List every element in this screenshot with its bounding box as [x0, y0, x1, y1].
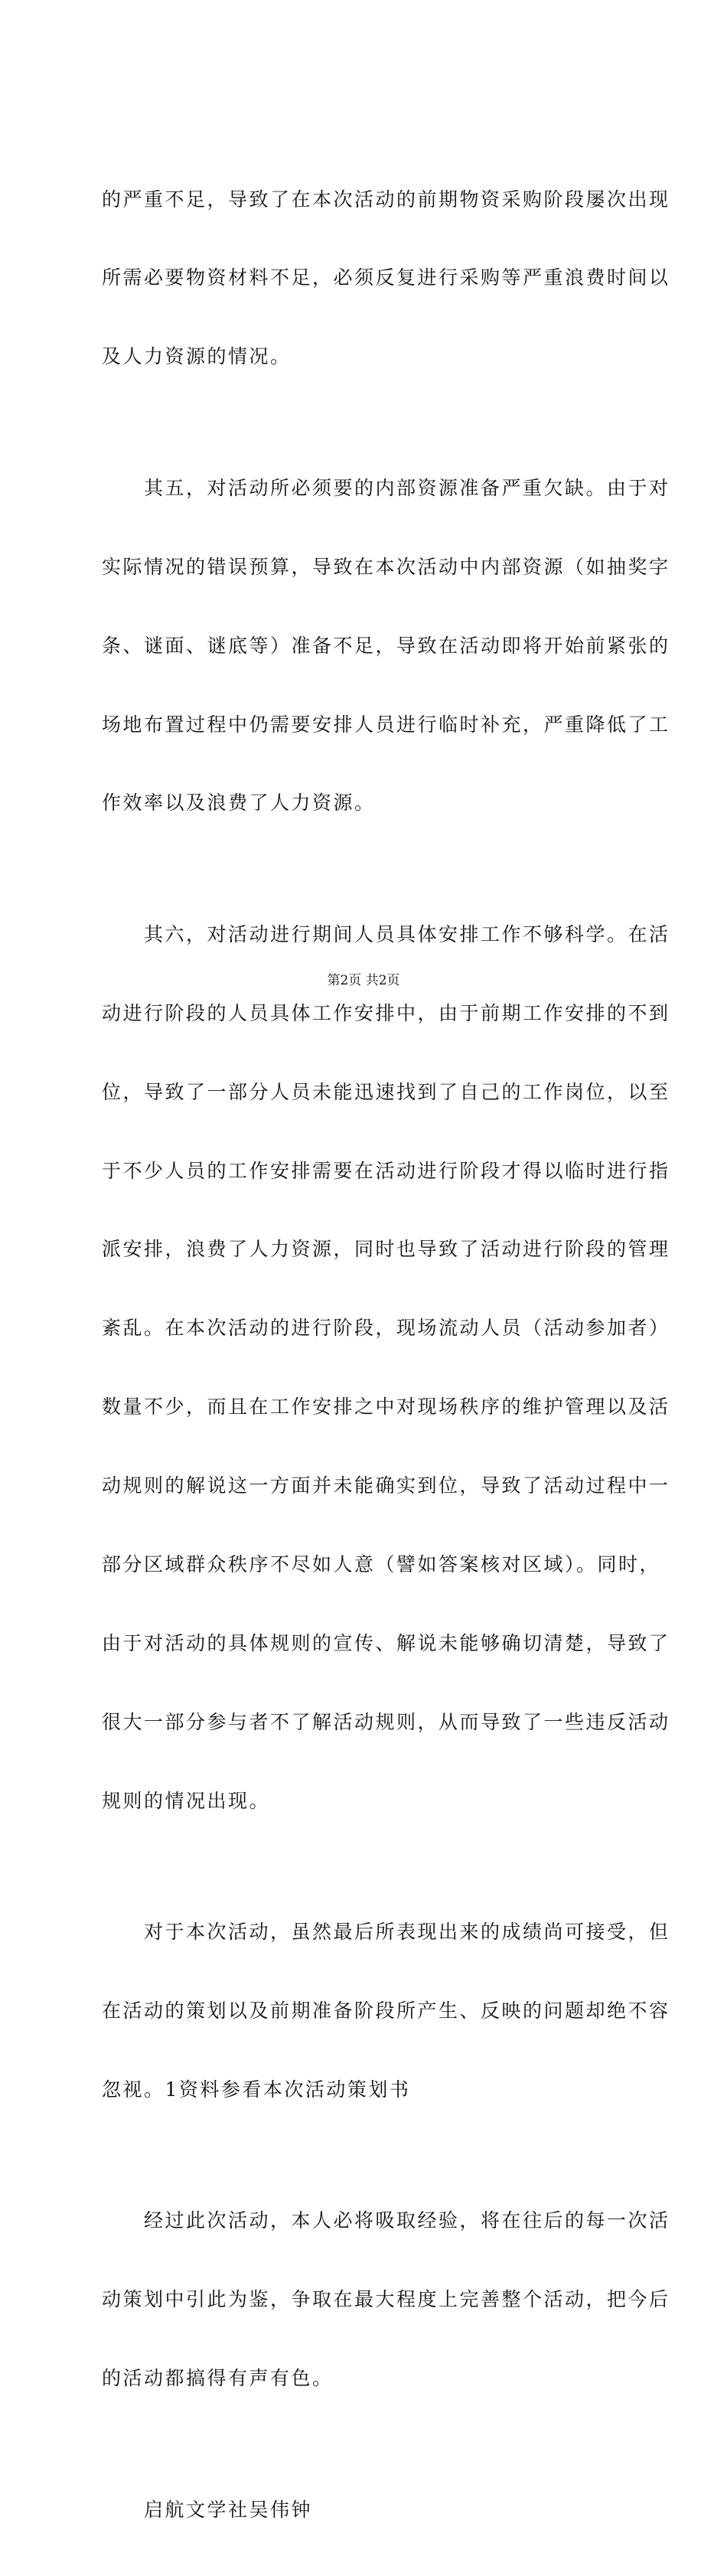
page-number-label: 第2页 共2页: [327, 973, 400, 988]
text-line: 其六，对活动进行期间人员具体安排工作不够科学。在活: [102, 922, 670, 945]
paragraph-continuation: [102, 134, 670, 423]
text-line: 的严重不足，导致了在本次活动的前期物资采购阶段屡次出现: [102, 188, 670, 211]
text-line: 规则的情况出现。: [102, 1789, 271, 1812]
text-line: 动进行阶段的人员具体工作安排中，由于前期工作安排的不到: [102, 1001, 670, 1024]
text-line: 实际情况的错误预算，导致在本次活动中内部资源（如抽奖字: [102, 555, 670, 578]
text-line: 由于对活动的具体规则的宣传、解说未能够确切清楚，导致了: [102, 1631, 670, 1654]
text-line: 的活动都搞得有声有色。: [102, 2367, 334, 2390]
text-line: 忽视。1资料参看本次活动策划书: [102, 2078, 411, 2101]
paragraph-conclusion: [102, 2156, 670, 2444]
text-line: 其五，对活动所必须要的内部资源准备严重欠缺。由于对: [102, 476, 670, 499]
text-line: 经过此次活动，本人必将吸取经验，将在往后的每一次活: [102, 2209, 670, 2232]
page-footer: [0, 972, 727, 989]
text-line: 数量不少，而且在工作安排之中对现场秩序的维护管理以及活: [102, 1396, 670, 1419]
paragraph-sixth-point: [102, 869, 670, 1866]
text-line: 条、谜面、谜底等）准备不足，导致在活动即将开始前紧张的: [102, 634, 670, 657]
text-line: 对于本次活动，虽然最后所表现出来的成绩尚可接受，但: [102, 1921, 670, 1944]
text-line: 在活动的策划以及前期准备阶段所产生、反映的问题却绝不容: [102, 2000, 670, 2023]
paragraph-fifth-point: [102, 423, 670, 869]
text-line: 于不少人员的工作安排需要在活动进行阶段才得以临时进行指: [102, 1159, 670, 1182]
text-line: 场地布置过程中仍需要安排人员进行临时补充，严重降低了工: [102, 713, 670, 736]
text-line: 动策划中引此为鉴，争取在最大程度上完善整个活动，把今后: [102, 2288, 670, 2311]
text-line: 动规则的解说这一方面并未能确实到位，导致了活动过程中一: [102, 1474, 670, 1497]
text-line: 所需必要物资材料不足，必须反复进行采购等严重浪费时间以: [102, 266, 670, 289]
document-body: [102, 134, 670, 2576]
signature: [102, 2444, 637, 2575]
text-line: 紊乱。在本次活动的进行阶段，现场流动人员（活动参加者）: [102, 1317, 670, 1340]
text-line: 很大一部分参与者不了解活动规则，从而导致了一些违反活动: [102, 1710, 670, 1733]
text-line: 位，导致了一部分人员未能迅速找到了自己的工作岗位，以至: [102, 1080, 670, 1103]
author-signature: 启航文学社吴伟钟: [102, 2498, 313, 2521]
text-line: 作效率以及浪费了人力资源。: [102, 792, 376, 815]
text-line: 派安排，浪费了人力资源，同时也导致了活动进行阶段的管理: [102, 1238, 670, 1261]
paragraph-summary: [102, 1867, 670, 2156]
text-line: 及人力资源的情况。: [102, 345, 292, 368]
text-line: 部分区域群众秩序不尽如人意（譬如答案核对区域）。同时，: [102, 1553, 661, 1576]
